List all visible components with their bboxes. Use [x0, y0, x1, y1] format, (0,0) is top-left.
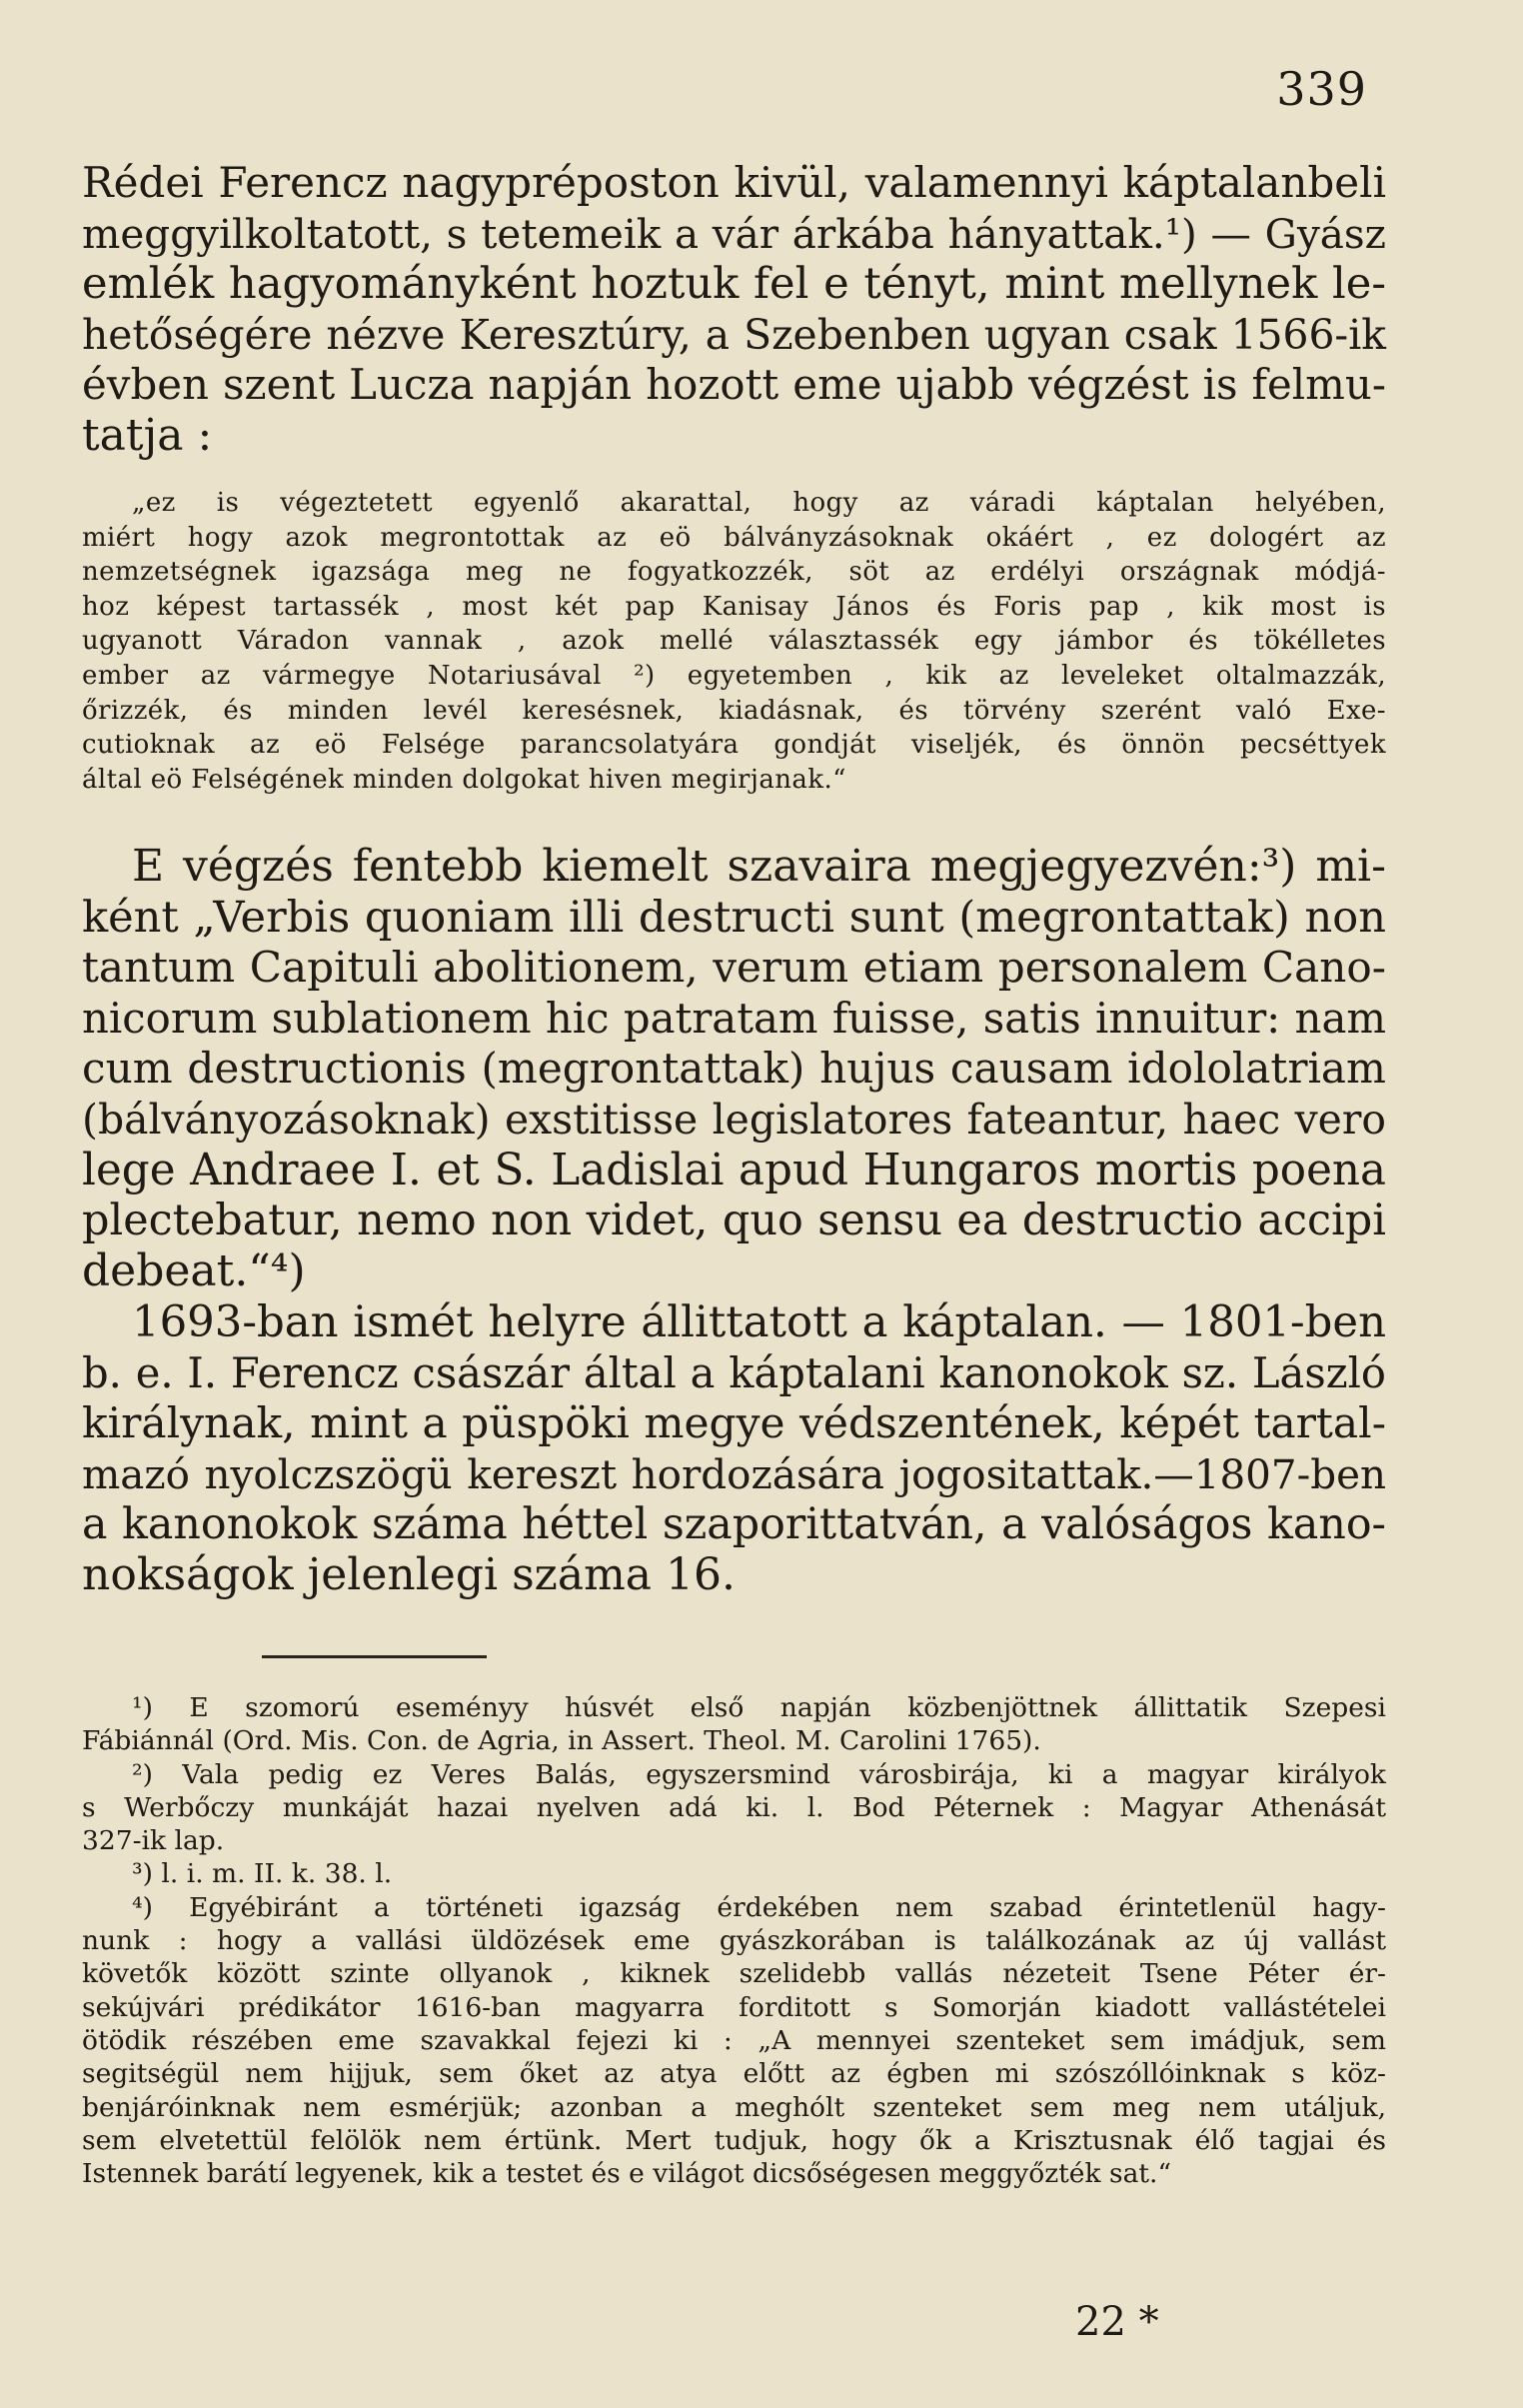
quote-line: nemzetségnek igazsága meg ne fogyatkozzék, söt az erdélyi országnak módjá- — [82, 557, 1386, 588]
footnote-line: Istennek barátí legyenek, kik a testet és e világot dicsőségesen meggyőzték sat.“ — [82, 2158, 1171, 2190]
footnote-line — [82, 1691, 1386, 1724]
footnote-line — [82, 1758, 1386, 1791]
footnote-divider — [262, 1655, 487, 1658]
text-line: meggyilkoltatott, s tetemeik a vár árkába hányattak.¹) — Gyász — [82, 209, 1386, 258]
text-line: Rédei Ferencz nagypréposton kivül, valamennyi káptalanbeli — [82, 158, 1386, 207]
footnote-2 — [82, 1758, 1386, 1858]
footnote-4 — [82, 1891, 1386, 2191]
footnote-line: benjáróinknak nem esmérjük; azonban a meghólt szenteket sem meg nem utáljuk, — [82, 2091, 1386, 2123]
quote-line: ugyanott Váradon vannak , azok mellé választassék egy jámbor és tökélletes — [82, 626, 1386, 657]
footnote-line: sekújvári prédikátor 1616-ban magyarra forditott s Somorján kiadott vallástételei — [82, 1991, 1386, 2023]
text-line: emlék hagyományként hoztuk fel e tényt, mint mellynek le- — [82, 259, 1386, 310]
signature-mark: 22 * — [1075, 2299, 1159, 2345]
text-line: nokságok jelenlegi száma 16. — [82, 1548, 736, 1600]
footnote-text: l. i. m. II. k. 38. l. — [161, 1858, 393, 1890]
footnote-line: s Werbőczy munkáját hazai nyelven adá ki. l. Bod Péternek : Magyar Athenását — [82, 1791, 1386, 1823]
text-line: b. e. I. Ferencz császár által a káptalani kanonokok sz. László — [82, 1347, 1386, 1397]
text-line: E végzés fentebb kiemelt szavaira megjegyezvén:³) mi- — [132, 841, 1386, 892]
footnote-text: E szomorú eseményy húsvét első napján közbenjöttnek állittatik Szepesi — [189, 1692, 1386, 1723]
text-line: mazó nyolczszögü kereszt hordozására jogositattak.—1807-ben — [82, 1449, 1386, 1498]
footnotes — [82, 1691, 1386, 2190]
footnote-1 — [82, 1691, 1386, 1758]
text-line: nicorum sublationem hic patratam fuisse, satis innuitur: nam — [82, 993, 1386, 1043]
text-line: plectebatur, nemo non videt, quo sensu ea destructio accipi — [82, 1196, 1386, 1246]
text-line: tantum Capituli abolitionem, verum etiam personalem Cano- — [82, 943, 1386, 993]
quote-line: hoz képest tartassék , most két pap Kanisay János és Foris pap , kik most is — [82, 591, 1386, 622]
text-line: cum destructionis (megrontattak) hujus causam idololatriam — [82, 1044, 1386, 1094]
page-number: 339 — [1276, 62, 1367, 116]
text-line: ként „Verbis quoniam illi destructi sunt (megrontattak) non — [82, 892, 1386, 943]
text-line: királynak, mint a püspöki megye védszentének, képét tartal- — [82, 1398, 1386, 1448]
footnote-line — [82, 1857, 1386, 1890]
quote-line: cutioknak az eö Felsége parancsolatyára gondját viseljék, és önnön pecséttyek — [82, 730, 1386, 761]
footnote-3 — [82, 1857, 1386, 1890]
text-line: (bálványozásoknak) exstitisse legislatores fateantur, haec vero — [82, 1095, 1386, 1144]
footnote-marker: ²) — [132, 1758, 153, 1790]
footnote-line: ötödik részében eme szavakkal fejezi ki : „A mennyei szenteket sem imádjuk, sem — [82, 2024, 1386, 2056]
footnote-line — [82, 1891, 1386, 1924]
text-line: évben szent Lucza napján hozott eme ujabb végzést is felmu- — [82, 360, 1386, 410]
text-line: 1693-ban ismét helyre állittatott a káptalan. — 1801-ben — [132, 1297, 1386, 1347]
footnote-line: 327-ik lap. — [82, 1825, 225, 1857]
footnote-marker: ¹) — [132, 1692, 153, 1723]
footnote-marker: ³) — [132, 1858, 153, 1890]
text-line: tatja : — [82, 409, 213, 461]
footnote-marker: ⁴) — [132, 1891, 153, 1923]
text-line: debeat.“⁴) — [82, 1244, 306, 1296]
footnote-text: Vala pedig ez Veres Balás, egyszersmind városbirája, ki a magyar királyok — [182, 1758, 1386, 1790]
quote-line: miért hogy azok megrontottak az eö bálványzásoknak okáért , ez dologért az — [82, 522, 1386, 553]
quote-line: őrizzék, és minden levél keresésnek, kiadásnak, és törvény szerént való Exe- — [82, 695, 1386, 726]
footnote-line: követők között szinte ollyanok , kiknek szelidebb vallás nézeteit Tsene Péter ér- — [82, 1958, 1386, 1990]
main-paragraph-1 — [82, 158, 1386, 462]
main-paragraph-3 — [82, 1297, 1386, 1601]
footnote-line: sem elvetettül felölök nem értünk. Mert tudjuk, hogy ők a Krisztusnak élő tagjai és — [82, 2124, 1386, 2156]
quote-line: „ez is végeztetett egyenlő akarattal, hogy az váradi káptalan helyében, — [132, 488, 1386, 518]
footnote-line: segitségül nem hijjuk, sem őket az atya előtt az égben mi szószóllóinknak s köz- — [82, 2058, 1386, 2090]
footnote-text: Egyébiránt a történeti igazság érdekében nem szabad érintetlenül hagy- — [189, 1891, 1386, 1923]
quoted-decree — [82, 486, 1386, 797]
footnote-line: nunk : hogy a vallási üldözések eme gyászkorában is találkozának az új vallást — [82, 1925, 1386, 1957]
text-line: lege Andraee I. et S. Ladislai apud Hungaros mortis poena — [82, 1144, 1386, 1196]
footnote-line: Fábiánnál (Ord. Mis. Con. de Agria, in Assert. Theol. M. Carolini 1765). — [82, 1725, 1041, 1757]
text-line: hetőségére nézve Keresztúry, a Szebenben ugyan csak 1566-ik — [82, 310, 1386, 359]
main-paragraph-2 — [82, 842, 1386, 1296]
quote-line: által eö Felségének minden dolgokat hiven megirjanak.“ — [82, 764, 846, 795]
text-line: a kanonokok száma héttel szaporittatván, a valóságos kano- — [82, 1499, 1386, 1550]
quote-line: ember az vármegye Notariusával ²) egyetemben , kik az leveleket oltalmazzák, — [82, 660, 1386, 691]
